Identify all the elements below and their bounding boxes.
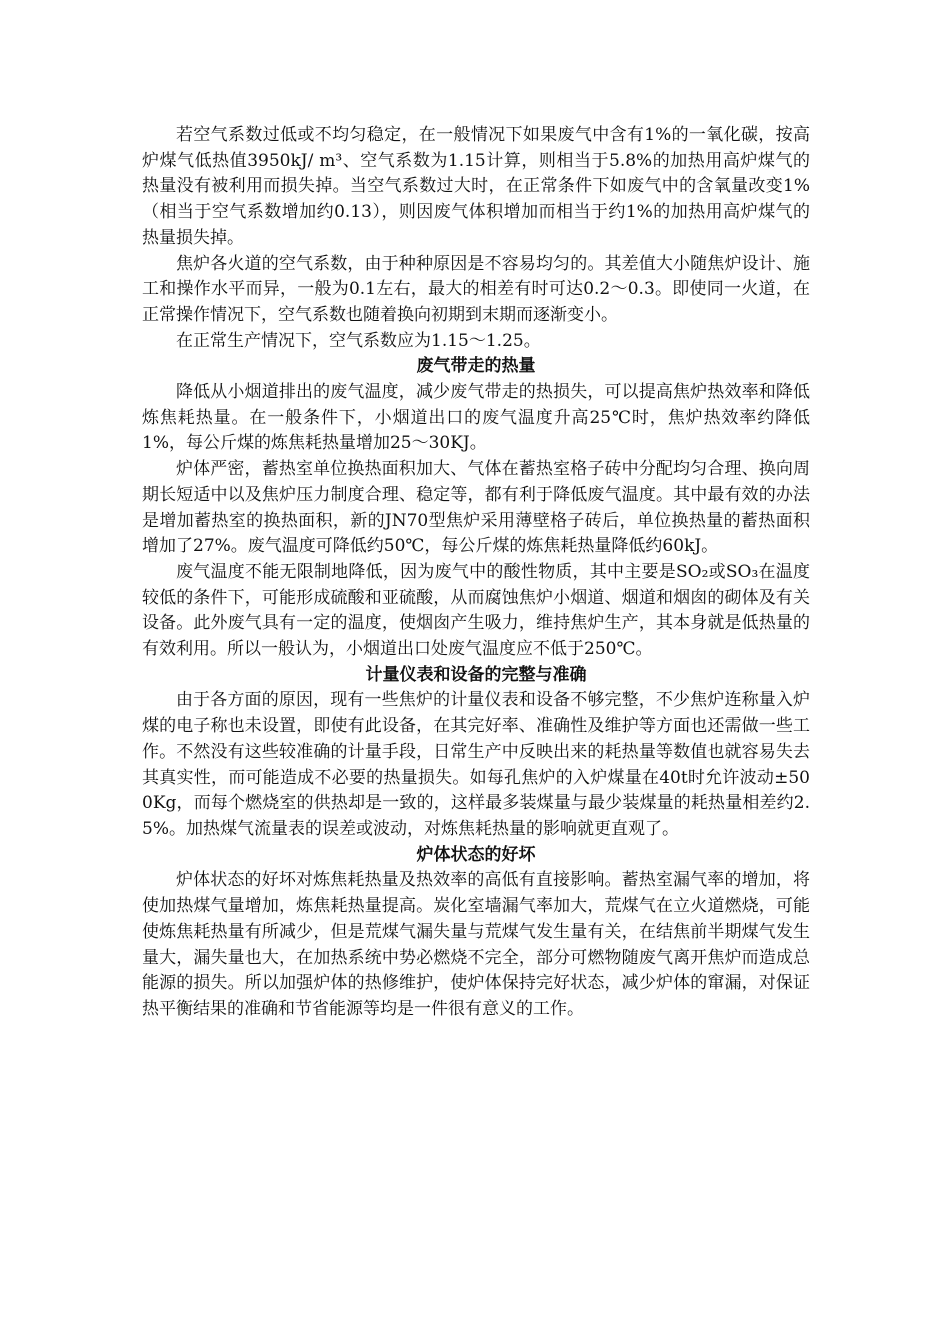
- section-heading-metering-instruments: 计量仪表和设备的完整与准确: [365, 664, 587, 685]
- paragraph-air-coefficient-loss: 若空气系数过低或不均匀稳定，在一般情况下如果废气中含有1%的一氧化碳，按高炉煤气低热值3950kJ/ m³、空气系数为1.15计算，则相当于5.8%的加热用高炉煤气的热量没有被利用而损失掉。当空气系数过大时，在正常条件下如废气中的含氧量改变1%（相当于空气系数增加约0.13），则因废气体积增加而相当于约1%的加热用高炉煤气的热量损失掉。: [142, 125, 810, 248]
- section-heading-waste-gas-heat: 废气带走的热量: [416, 356, 536, 377]
- paragraph-regenerator-area: 炉体严密，蓄热室单位换热面积加大、气体在蓄热室格子砖中分配均匀合理、换向周期长短适中以及焦炉压力制度合理、稳定等，都有利于降低废气温度。其中最有效的办法是增加蓄热室的换热面积，新的JN70型焦炉采用薄壁格子砖后，单位换热量的蓄热面积增加了27%。废气温度可降低约50℃，每公斤煤的炼焦耗热量降低约60kJ。: [142, 459, 810, 557]
- paragraph-temperature-limit: 废气温度不能无限制地降低，因为废气中的酸性物质，其中主要是SO₂或SO₃在温度较低的条件下，可能形成硫酸和亚硫酸，从而腐蚀焦炉小烟道、烟道和烟囱的砌体及有关设备。此外废气具有一定的温度，使烟囱产生吸力，维持焦炉生产，其本身就是低热量的有效利用。所以一般认为，小烟道出口处废气温度应不低于250℃。: [142, 561, 810, 660]
- paragraph-furnace-condition: 炉体状态的好坏对炼焦耗热量及热效率的高低有直接影响。蓄热室漏气率的增加，将使加热煤气量增加，炼焦耗热量提高。炭化室墙漏气率加大，荒煤气在立火道燃烧，可能使炼焦耗热量有所减少，但是荒煤气漏失量与荒煤气发生量有关，在结焦前半期煤气发生量大，漏失量也大，在加热系统中势必燃烧不完全，部分可燃物随废气离开焦炉而造成总能源的损失。所以加强炉体的热修维护，使炉体保持完好状态，减少炉体的窜漏，对保证热平衡结果的准确和节省能源等均是一件很有意义的工作。: [142, 870, 810, 1019]
- paragraph-flue-air-coefficient: 焦炉各火道的空气系数，由于种种原因是不容易均匀的。其差值大小随焦炉设计、施工和操作水平而异，一般为0.1左右，最大的相差有时可达0.2～0.3。即使同一火道，在正常操作情况下，空气系数也随着换向初期到末期而逐渐变小。: [142, 253, 810, 325]
- paragraph-metering-accuracy: 由于各方面的原因，现有一些焦炉的计量仪表和设备不够完整，不少焦炉连称量入炉煤的电子称也未设置，即使有此设备，在其完好率、准确性及维护等方面也还需做一些工作。不然没有这些较准确的计量手段，日常生产中反映出来的耗热量等数值也就容易失去其真实性，而可能造成不必要的热量损失。如每孔焦炉的入炉煤量在40t时允许波动±500Kg，而每个燃烧室的供热却是一致的，这样最多装煤量与最少装煤量的耗热量相差约2.5%。加热煤气流量表的误差或波动，对炼焦耗热量的影响就更直观了。: [142, 690, 810, 839]
- paragraph-waste-gas-temperature: 降低从小烟道排出的废气温度，减少废气带走的热损失，可以提高焦炉热效率和降低炼焦耗热量。在一般条件下，小烟道出口的废气温度升高25℃时，焦炉热效率约降低1%，每公斤煤的炼焦耗热量增加25～30KJ。: [142, 382, 810, 454]
- paragraph-normal-air-coefficient: 在正常生产情况下，空气系数应为1.15～1.25。: [176, 330, 541, 351]
- section-heading-furnace-condition: 炉体状态的好坏: [416, 844, 536, 865]
- document-body: [142, 123, 810, 1023]
